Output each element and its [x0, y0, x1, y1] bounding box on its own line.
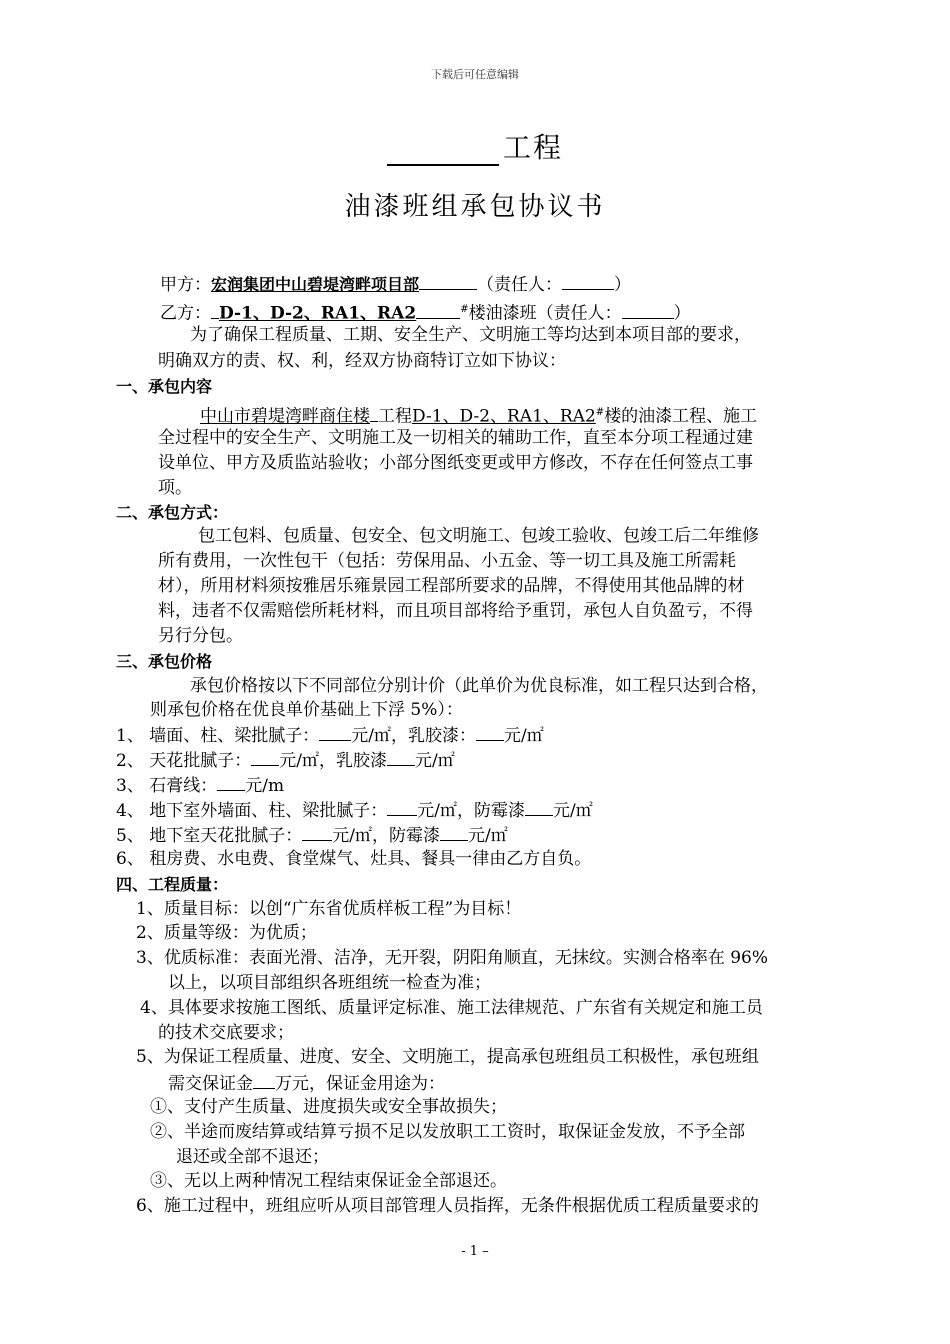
- party-b-name-blank: [416, 300, 460, 319]
- quality-item-2: 2、质量等级：为优质；: [136, 923, 317, 943]
- party-b-label: 乙方：: [160, 303, 211, 324]
- price-item-5-text-b: 元/㎡，防霉漆: [332, 826, 440, 846]
- price-item-3-text-b: 元/m: [245, 776, 285, 796]
- price-item-1-text-c: 元/㎡: [503, 726, 544, 746]
- party-a-label: 甲方：: [160, 275, 211, 295]
- section-1-line-4: 项。: [158, 478, 192, 498]
- price-item-1-text-b: 元/㎡，乳胶漆：: [351, 726, 476, 746]
- price-item-2-text-b: 元/㎡，乳胶漆: [279, 751, 387, 771]
- price-item-6-num: 6、: [116, 849, 144, 869]
- party-b-suffix: 楼油漆班（责任人：: [468, 303, 622, 324]
- price-item-4-blank-b: [525, 797, 553, 816]
- price-item-2-text-c: 元/㎡: [414, 751, 455, 771]
- price-item-5-blank-a: [302, 822, 332, 841]
- price-item-4-text-c: 元/㎡: [552, 801, 593, 821]
- price-item-1-blank-a: [319, 722, 351, 741]
- price-item-2: [116, 747, 455, 774]
- section-4-heading: 四、工程质量：: [116, 875, 229, 894]
- price-item-3-text-a: 石膏线：: [149, 776, 218, 796]
- deposit-use-2-line-1: ②、半途而废结算或结算亏损不足以发放职工工资时，取保证金发放，不予全部: [150, 1122, 745, 1142]
- quality-item-5-line-2: [168, 1070, 445, 1097]
- project-blocks: D-1、D-2、RA1、RA2: [412, 406, 596, 427]
- party-b-resp-blank: [622, 300, 674, 319]
- section-2-line-5: 另行分包。: [158, 626, 243, 646]
- party-b-resp-close: ）: [673, 303, 691, 324]
- price-item-1: [116, 722, 544, 749]
- party-a-resp-label: （责任人：: [477, 275, 563, 295]
- party-a-resp-blank: [562, 271, 614, 290]
- project-mid: 工程: [378, 406, 412, 427]
- project-name-blank: [387, 134, 499, 166]
- price-item-2-num: 2、: [116, 751, 144, 771]
- party-a-name: 宏润集团中山碧堤湾畔项目部: [211, 275, 420, 294]
- project-blocks-sup: #: [595, 407, 605, 418]
- price-item-4-text-b: 元/㎡，防霉漆: [417, 801, 525, 821]
- section-2-heading: 二、承包方式：: [116, 503, 229, 522]
- section-1-heading: 一、承包内容: [116, 377, 213, 396]
- price-item-6-text: 租房费、水电费、食堂煤气、灶具、餐具一律由乙方自负。: [149, 849, 592, 869]
- party-b-name: D-1、D-2、RA1、RA2: [219, 303, 417, 324]
- section-2-line-1: 包工包料、包质量、包安全、包文明施工、包竣工验收、包竣工后二年维修: [198, 526, 759, 546]
- price-item-1-blank-b: [476, 722, 504, 741]
- section-2-line-3: 材），所用材料须按雅居乐雍景园工程部所要求的品牌，不得使用其他品牌的材: [158, 576, 745, 596]
- title-project: [0, 126, 950, 166]
- price-item-4-blank-a: [387, 797, 417, 816]
- price-item-2-blank-a: [251, 747, 279, 766]
- deposit-text-post: 万元，保证金用途为：: [275, 1074, 445, 1094]
- quality-item-1: 1、质量目标：以创“广东省优质样板工程”为目标！: [136, 899, 522, 919]
- price-item-5: [116, 822, 508, 849]
- price-item-4: [116, 797, 593, 824]
- deposit-use-1: ①、支付产生质量、进度损失或安全事故损失；: [150, 1097, 507, 1117]
- section-3-line-2: 则承包价格在优良单价基础上下浮 5%）：: [150, 700, 463, 720]
- price-item-3-num: 3、: [116, 776, 144, 796]
- price-item-5-text-a: 地下室天花批腻子：: [149, 826, 303, 846]
- section-2-line-2: 所有费用，一次性包干（包括：劳保用品、小五金、等一切工具及施工所需耗: [158, 551, 736, 571]
- party-a-line: [160, 271, 631, 298]
- deposit-text-pre: 需交保证金: [168, 1074, 253, 1094]
- price-item-6: [116, 847, 591, 872]
- price-item-3: [116, 772, 284, 799]
- quality-item-3-line-2: 以上，以项目部组织各班组统一检查为准；: [168, 973, 491, 993]
- section-1-line-3: 设单位、甲方及质监站验收；小部分图纸变更或甲方修改，不存在任何签点工事: [158, 453, 753, 473]
- quality-item-4-line-1: 4、具体要求按施工图纸、质量评定标准、施工法律规范、广东省有关规定和施工员: [140, 998, 763, 1018]
- price-item-4-num: 4、: [116, 801, 144, 821]
- deposit-use-3: ③、无以上两种情况工程结束保证金全部退还。: [150, 1171, 507, 1191]
- project-name: 中山市碧堤湾畔商住楼: [200, 406, 370, 427]
- price-item-1-text-a: 墙面、柱、梁批腻子：: [149, 726, 320, 746]
- quality-item-3-line-1: 3、优质标准：表面光滑、洁净，无开裂，阴阳角顺直，无抹纹。实测合格率在 96%: [136, 948, 769, 968]
- section-3-line-1: 承包价格按以下不同部位分别计价（此单价为优良标准，如工程只达到合格，: [190, 676, 768, 696]
- page-header-note: 下载后可任意编辑: [431, 68, 519, 81]
- price-item-5-text-c: 元/㎡: [467, 826, 508, 846]
- title-suffix: 工程: [502, 131, 563, 164]
- project-name-blank-tail: [370, 403, 378, 422]
- party-b-sup: #: [460, 304, 469, 315]
- price-item-2-text-a: 天花批腻子：: [149, 751, 252, 771]
- intro-line-2: 明确双方的责、权、利，经双方协商特订立如下协议：: [158, 351, 566, 371]
- project-rest: 楼的油漆工程、施工: [604, 406, 758, 427]
- quality-item-4-line-2: 的技术交底要求；: [158, 1023, 294, 1043]
- quality-item-6: 6、施工过程中，班组应听从项目部管理人员指挥，无条件根据优质工程质量要求的: [136, 1196, 759, 1216]
- deposit-amount-blank: [253, 1070, 275, 1089]
- party-a-resp-close: ）: [614, 275, 632, 295]
- price-item-4-text-a: 地下室外墙面、柱、梁批腻子：: [149, 801, 388, 821]
- section-1-line-2: 全过程中的安全生产、文明施工及一切相关的辅助工作，直至本分项工程通过建: [158, 428, 753, 448]
- page-number: - 1 –: [461, 1244, 489, 1259]
- price-item-1-num: 1、: [116, 726, 144, 746]
- party-a-name-blank: [419, 271, 477, 290]
- section-2-line-4: 料，违者不仅需赔偿所耗材料，而且项目部将给予重罚，承包人自负盈亏，不得: [158, 601, 753, 621]
- price-item-2-blank-b: [387, 747, 415, 766]
- quality-item-5-line-1: 5、为保证工程质量、进度、安全、文明施工，提高承包班组员工积极性，承包班组: [136, 1047, 759, 1067]
- party-b-pre-blank: [211, 300, 219, 319]
- section-3-heading: 三、承包价格: [116, 652, 213, 671]
- document-title: 油漆班组承包协议书: [344, 192, 606, 222]
- intro-line-1: 为了确保工程质量、工期、安全生产、文明施工等均达到本项目部的要求，: [190, 325, 751, 345]
- deposit-use-2-line-2: 退还或全部不退还；: [176, 1147, 329, 1167]
- price-item-3-blank: [217, 772, 245, 791]
- price-item-5-blank-b: [440, 822, 468, 841]
- price-item-5-num: 5、: [116, 826, 144, 846]
